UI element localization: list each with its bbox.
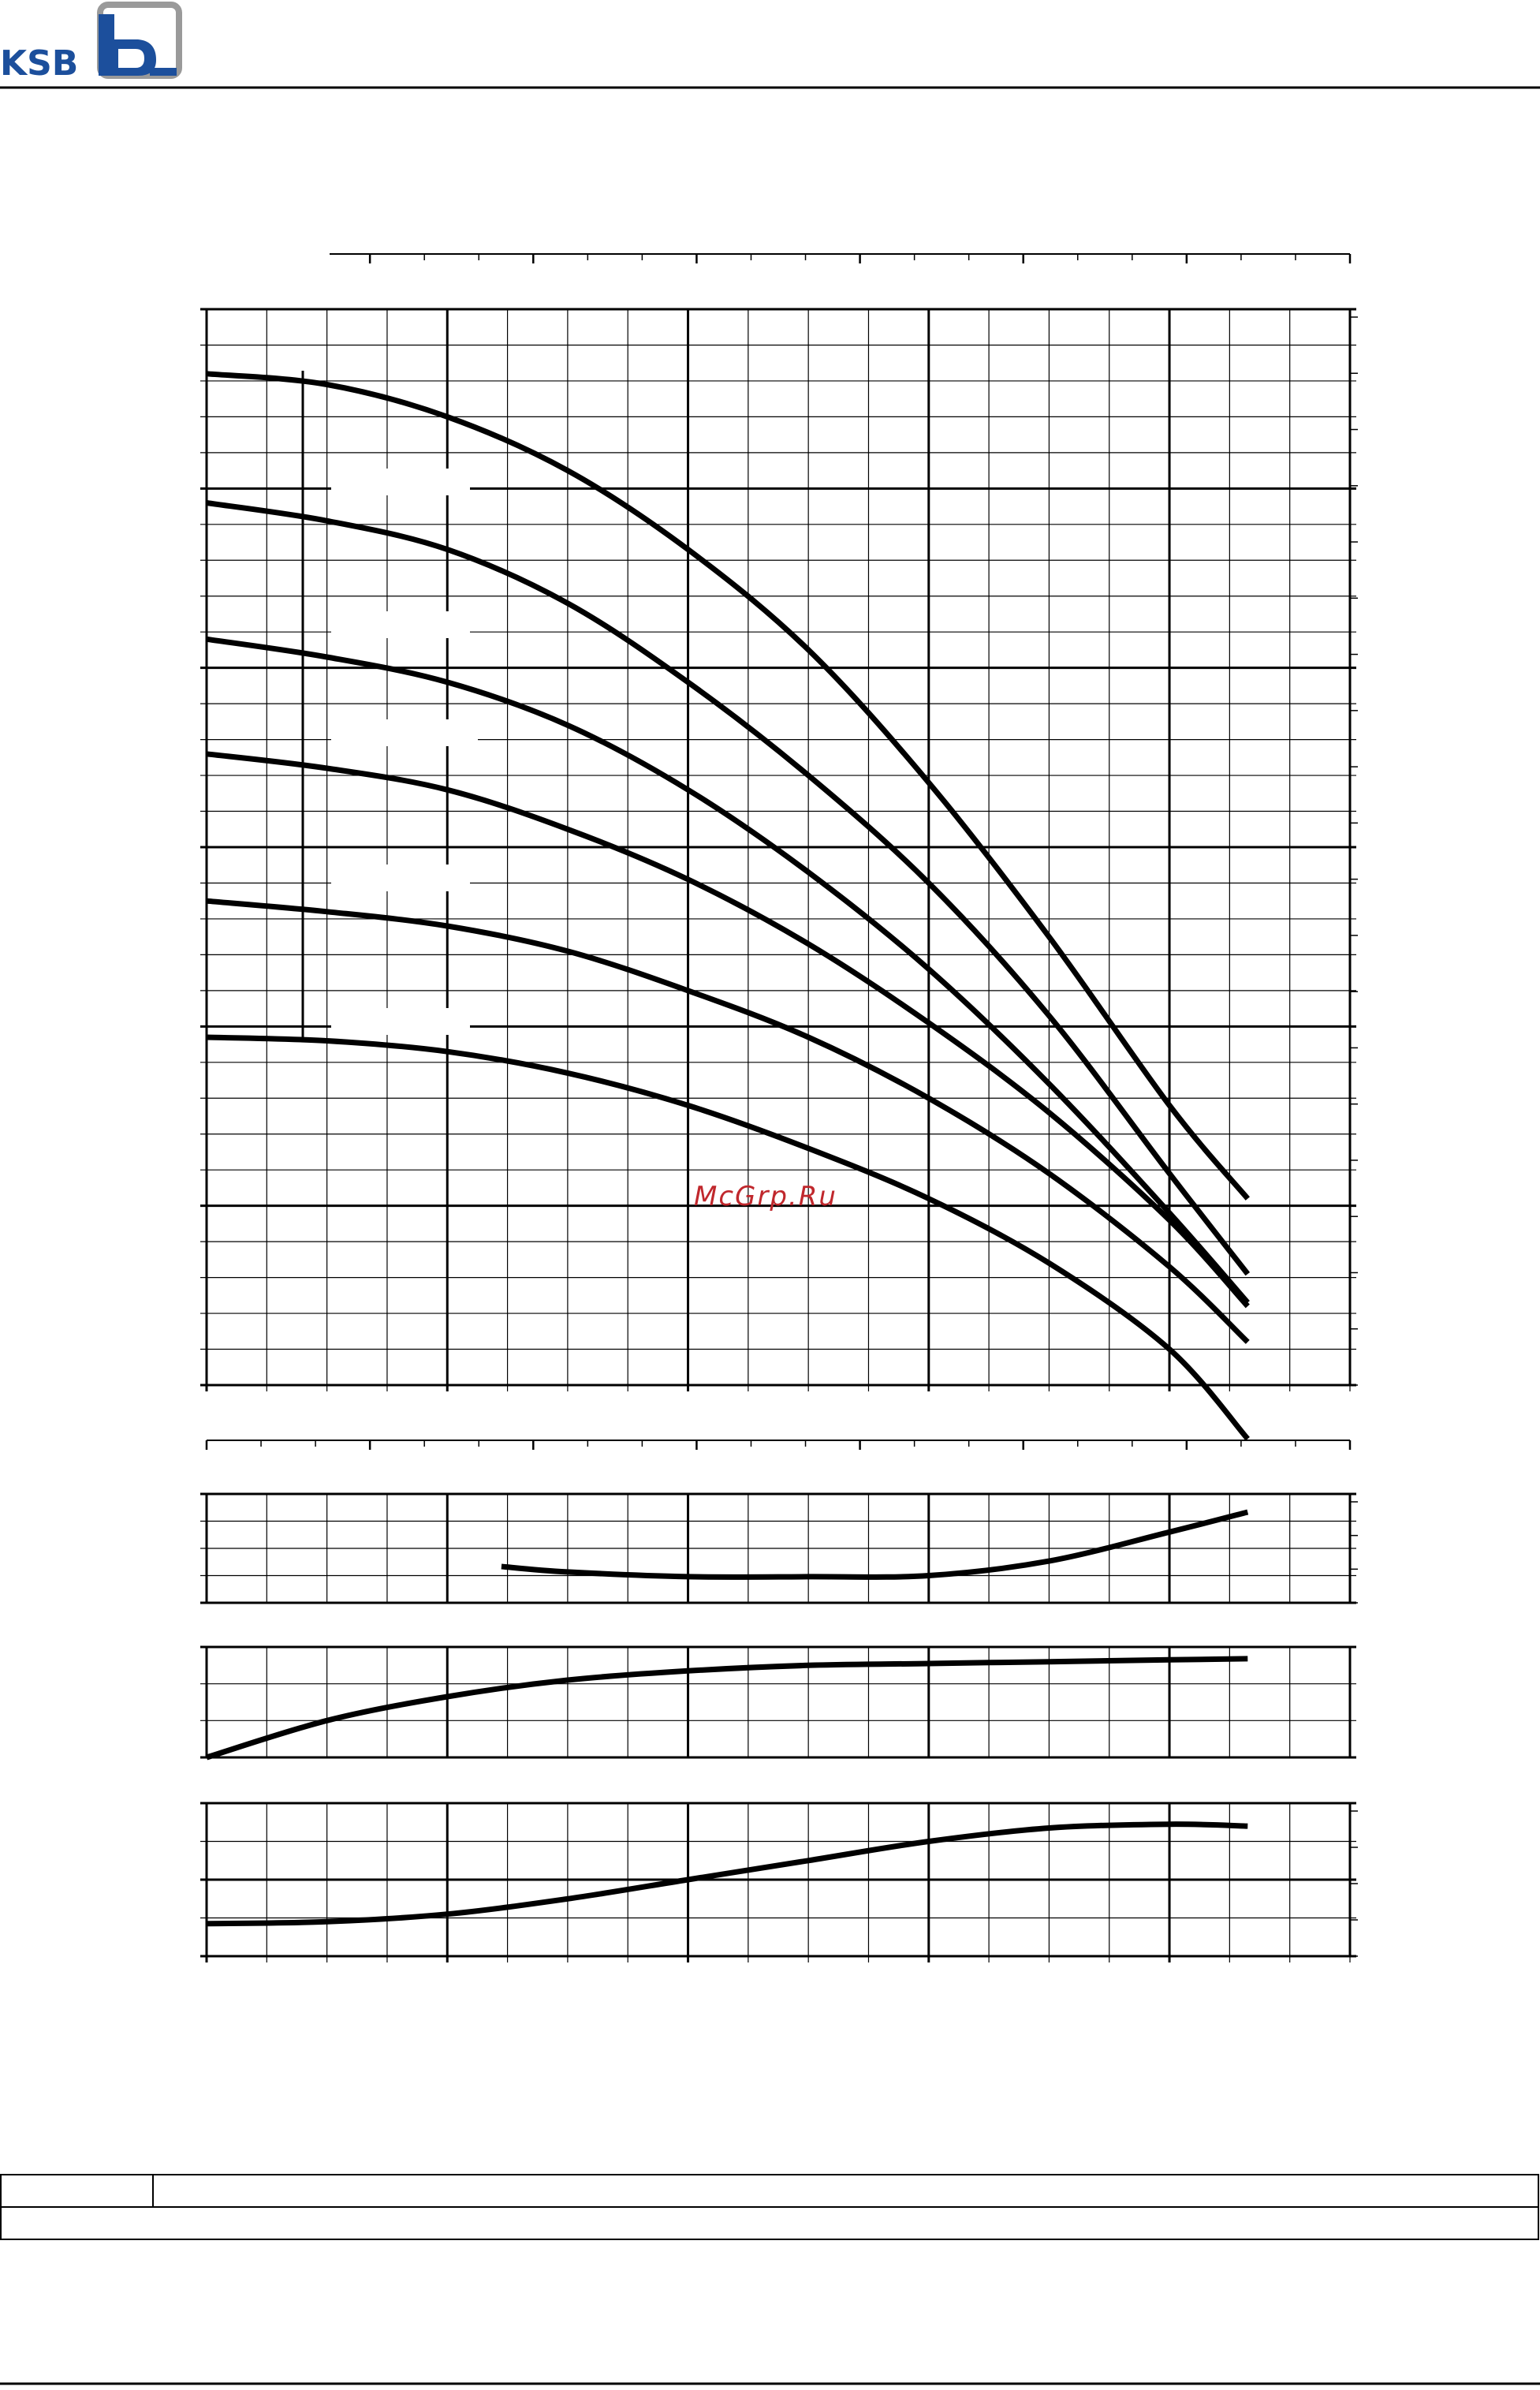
curve-label-gap [331, 719, 478, 746]
upper-flow-scale [207, 254, 1350, 263]
watermark: McGrp.Ru [694, 1181, 837, 1212]
logo-b-stem [99, 14, 114, 76]
lower-flow-scale [207, 1440, 1350, 1450]
curve-label-gap [331, 1008, 470, 1035]
curve-label-gap [205, 251, 330, 278]
logo-text: KSB [0, 43, 79, 84]
curve-series-1 [502, 1512, 1247, 1577]
curve-label-gap [331, 469, 470, 495]
power-chart [200, 1803, 1358, 1962]
curve-series-6 [207, 1037, 1247, 1439]
curve-series-1 [207, 1824, 1247, 1924]
curve-series-1 [207, 374, 1247, 1199]
curve-label-gap [331, 611, 470, 638]
footer-table [1, 2175, 1538, 2239]
curve-series-1 [207, 1659, 1247, 1757]
npsh-chart [200, 1494, 1358, 1603]
curve-label-gap [331, 865, 470, 891]
logo-b-foot [150, 68, 177, 76]
efficiency-chart [200, 1647, 1356, 1757]
ksb-logo [0, 5, 179, 84]
head-chart [200, 251, 1358, 1439]
curve-series-5 [207, 901, 1247, 1342]
